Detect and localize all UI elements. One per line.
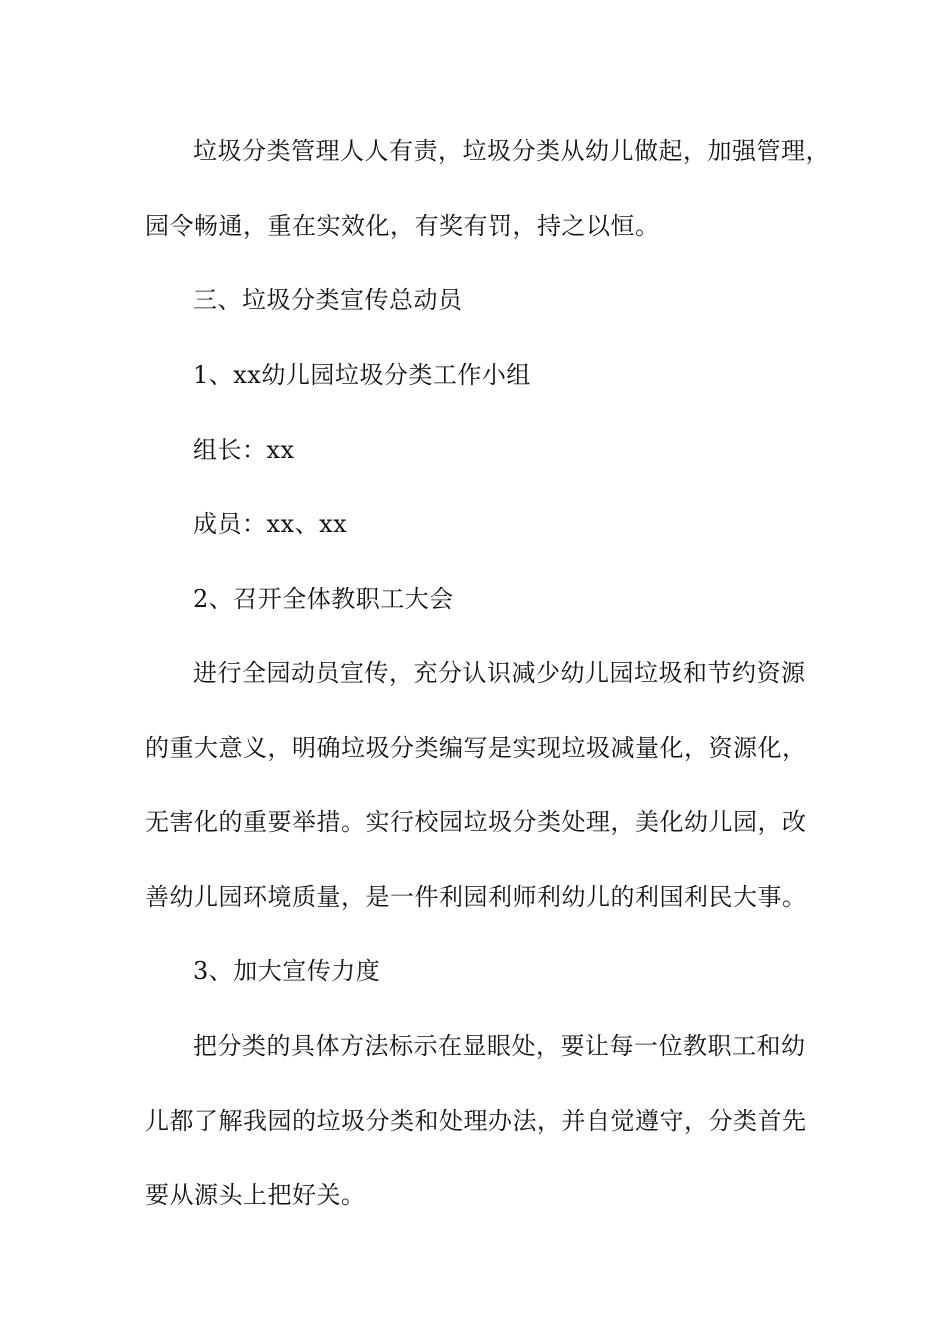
paragraph-line-8: 进行全园动员宣传，充分认识减少幼儿园垃圾和节约资源 (193, 659, 806, 687)
paragraph-line-2: 园令畅通，重在实效化，有奖有罚，持之以恒。 (145, 212, 660, 240)
group-leader-line: 组长：xx (193, 436, 295, 464)
group-members-line: 成员：xx、xx (193, 510, 348, 538)
paragraph-line-10: 无害化的重要举措。实行校园垃圾分类处理，美化幼儿园，改 (145, 808, 807, 836)
paragraph-line-9: 的重大意义，明确垃圾分类编写是实现垃圾减量化，资源化， (145, 734, 807, 762)
paragraph-line-13: 把分类的具体方法标示在显眼处，要让每一位教职工和幼 (193, 1032, 806, 1060)
paragraph-line-1: 垃圾分类管理人人有责，垃圾分类从幼儿做起，加强管理， (193, 137, 830, 165)
subheading-work-group: 1、xx幼儿园垃圾分类工作小组 (193, 361, 531, 389)
subheading-publicity: 3、加大宣传力度 (193, 957, 381, 985)
section-heading-3: 三、垃圾分类宣传总动员 (193, 286, 463, 314)
paragraph-line-15: 要从源头上把好关。 (145, 1181, 366, 1209)
subheading-staff-meeting: 2、召开全体教职工大会 (193, 585, 454, 613)
paragraph-line-14: 儿都了解我园的垃圾分类和处理办法，并自觉遵守，分类首先 (145, 1107, 807, 1135)
paragraph-line-11: 善幼儿园环境质量，是一件利园利师利幼儿的利国利民大事。 (145, 883, 807, 911)
